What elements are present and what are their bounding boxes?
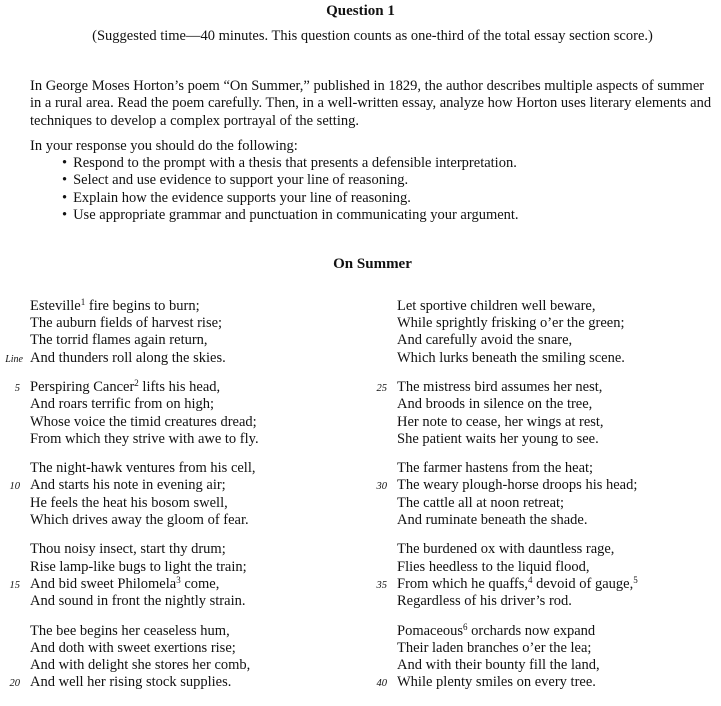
poem-line	[9, 574, 360, 593]
poem-stanza	[397, 298, 717, 367]
line-text: Which lurks beneath the smiling scene.	[397, 349, 625, 366]
poem-line	[376, 477, 717, 494]
poem-line	[30, 414, 360, 431]
poem-line	[397, 640, 717, 657]
poem-line	[30, 512, 360, 529]
instruction-list	[62, 155, 702, 225]
poem-line	[376, 574, 717, 593]
instruction-item: • Select and use evidence to support your line of reasoning.	[62, 172, 702, 189]
line-text: And roars terrific from on high;	[30, 396, 215, 413]
line-text: orchards now expand	[467, 622, 596, 639]
line-text: The torrid flames again return,	[30, 332, 208, 349]
line-text: Pomaceous	[397, 622, 464, 639]
line-text: From which he quaffs,	[397, 575, 529, 592]
line-number: 5	[14, 383, 20, 395]
poem-line	[397, 541, 717, 558]
line-text: While sprightly frisking o’er the green;	[397, 315, 625, 332]
poem-line	[376, 674, 717, 691]
poem-stanza	[376, 621, 717, 692]
poem-line	[30, 495, 360, 512]
line-text: He feels the heat his bosom swell,	[30, 494, 228, 511]
line-text: devoid of gauge,	[532, 575, 634, 592]
line-text: Regardless of his driver’s rod.	[397, 592, 572, 609]
footnote-marker: 4	[528, 574, 533, 585]
poem-stanza	[376, 541, 717, 610]
poem-line	[397, 332, 717, 349]
poem-left-column	[5, 297, 360, 704]
poem-stanza	[9, 541, 360, 610]
poem-line	[397, 315, 717, 332]
poem-line	[397, 593, 717, 610]
line-text: And with delight she stores her comb,	[30, 656, 251, 673]
poem-line	[14, 378, 360, 396]
line-text: And with their bounty fill the land,	[397, 656, 600, 673]
poem-stanza	[14, 378, 360, 448]
line-text: And thunders roll along the skies.	[30, 349, 226, 366]
line-text: The weary plough-horse droops his head;	[397, 477, 638, 494]
line-number: 20	[9, 678, 20, 690]
line-number: 35	[376, 579, 387, 591]
line-text: fire begins to burn;	[85, 298, 200, 314]
footnote-marker: 3	[176, 574, 181, 585]
poem-line	[30, 315, 360, 332]
line-text: And bid sweet Philomela	[30, 575, 177, 592]
line-text: Thou noisy insect, start thy drum;	[30, 541, 226, 558]
footnote-marker: 1	[80, 297, 86, 307]
line-number: Line	[5, 353, 23, 365]
line-text: And well her rising stock supplies.	[30, 674, 232, 691]
poem-line	[397, 396, 717, 413]
poem-line	[5, 349, 360, 367]
line-text: The bee begins her ceaseless hum,	[30, 622, 230, 639]
poem-line	[30, 657, 360, 674]
poem-line	[397, 623, 717, 640]
footnote-marker: 5	[633, 574, 638, 585]
poem-line	[397, 512, 717, 529]
poem-line	[397, 350, 717, 367]
line-text: Their laden branches o’er the lea;	[397, 639, 592, 656]
footnote-marker: 2	[134, 378, 139, 389]
instruction-item: • Respond to the prompt with a thesis that presents a defensible interpretation.	[62, 155, 702, 172]
prompt-intro: In George Moses Horton’s poem “On Summer,” published in 1829, the author describes multiple aspects of summer in a rural area. Read the poem carefully. Then, in a well-written essay, analyze how Horton uses literary elements and techniques to develop a complex portrayal of the setting.	[30, 78, 712, 129]
poem-line	[30, 593, 360, 610]
poem-line	[30, 640, 360, 657]
line-text: Flies heedless to the liquid flood,	[397, 558, 590, 575]
poem-line	[9, 477, 360, 494]
poem-line	[30, 298, 360, 315]
question-title: Question 1	[326, 3, 395, 19]
line-text: The auburn fields of harvest rise;	[30, 315, 223, 332]
line-text: Esteville	[30, 298, 81, 314]
poem-title: On Summer	[333, 256, 412, 272]
line-text: And broods in silence on the tree,	[397, 396, 593, 413]
poem-line	[397, 495, 717, 512]
line-text: come,	[180, 575, 220, 592]
instruction-item: • Use appropriate grammar and punctuation in communicating your argument.	[62, 207, 702, 224]
poem-stanza	[376, 379, 717, 448]
line-text: The farmer hastens from the heat;	[397, 460, 594, 477]
line-text: And doth with sweet exertions rise;	[30, 639, 236, 656]
question-subtitle: (Suggested time—40 minutes. This question counts as one-third of the total essay section score.)	[92, 28, 653, 44]
line-text: And ruminate beneath the shade.	[397, 511, 588, 528]
line-text: The cattle all at noon retreat;	[397, 494, 565, 511]
poem-stanza	[9, 460, 360, 529]
line-text: Rise lamp-like bugs to light the train;	[30, 558, 247, 575]
poem-line	[30, 332, 360, 349]
poem-stanza	[9, 622, 360, 692]
poem-right-column	[376, 298, 717, 704]
poem-line	[376, 379, 717, 396]
line-text: She patient waits her young to see.	[397, 430, 599, 447]
poem-line	[30, 623, 360, 640]
line-number: 15	[9, 579, 20, 591]
line-number: 40	[376, 678, 387, 690]
poem-line	[397, 559, 717, 576]
line-text: And carefully avoid the snare,	[397, 332, 573, 349]
line-text: Her note to cease, her wings at rest,	[397, 413, 604, 430]
poem-stanza	[376, 460, 717, 529]
instruction-item: • Explain how the evidence supports your line of reasoning.	[62, 190, 702, 207]
line-text: The night-hawk ventures from his cell,	[30, 460, 256, 477]
line-text: And starts his note in evening air;	[30, 477, 226, 494]
poem-line	[397, 298, 717, 315]
line-number: 10	[9, 481, 20, 493]
line-text: Let sportive children well beware,	[397, 298, 596, 314]
line-text: Whose voice the timid creatures dread;	[30, 413, 257, 430]
poem-line	[397, 657, 717, 674]
line-number: 30	[376, 481, 387, 493]
footnote-marker: 6	[463, 621, 468, 632]
line-number: 25	[376, 383, 387, 395]
line-text: And sound in front the nightly strain.	[30, 592, 246, 609]
line-text: Which drives away the gloom of fear.	[30, 511, 249, 528]
line-text: From which they strive with awe to fly.	[30, 430, 259, 447]
poem-line	[30, 431, 360, 448]
line-text: Perspiring Cancer	[30, 379, 135, 396]
line-text: lifts his head,	[138, 379, 221, 396]
poem-line	[30, 541, 360, 558]
poem-line	[9, 674, 360, 691]
response-instructions: In your response you should do the following:	[30, 138, 298, 154]
poem-stanza	[5, 297, 360, 367]
poem-line	[30, 559, 360, 576]
poem-line	[30, 460, 360, 477]
poem-line	[397, 460, 717, 477]
line-text: The burdened ox with dauntless rage,	[397, 541, 615, 558]
poem-line	[30, 396, 360, 413]
line-text: The mistress bird assumes her nest,	[397, 379, 603, 396]
poem-line	[397, 431, 717, 448]
line-text: While plenty smiles on every tree.	[397, 674, 596, 691]
poem-line	[397, 414, 717, 431]
